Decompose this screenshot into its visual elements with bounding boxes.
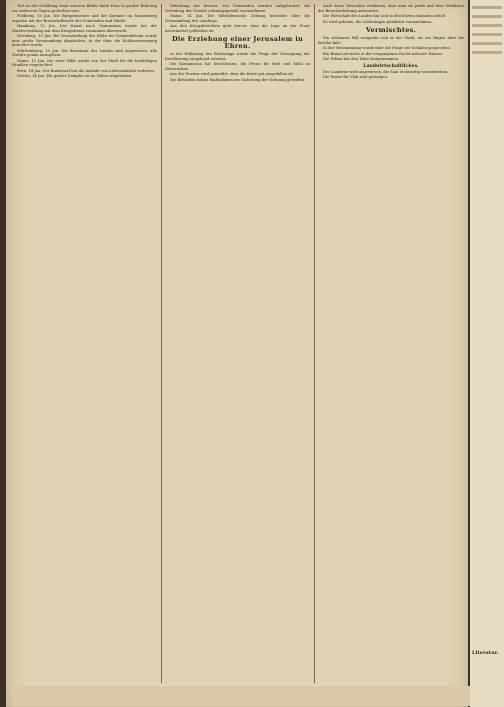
adjacent-page-strip [470, 0, 504, 707]
paragraph: Württemberg, 15 Jan. Die Bewohner des Landes sind angewiesen, alle Vorräte genau anzugeben. [12, 48, 157, 57]
text-line [472, 24, 502, 27]
paragraph: Ein seltsamer Fall ereignete sich in der Stadt, als ein Wagen über die Brücke fuhr. [318, 36, 464, 45]
paragraph: Die Polizei hat den Täter festgenommen. [323, 57, 400, 61]
text-line [472, 33, 502, 36]
column-rule [161, 4, 162, 683]
column-3 [318, 4, 464, 683]
paragraph: Auch diese Tatsachen verdienen, dass man sie prüfe und dem Verfahren der Beweiserhebung unterziehe. [318, 4, 464, 13]
paragraph: Der Landwirt wird angewiesen, die Saat rechtzeitig vorzubereiten. [323, 69, 449, 74]
paragraph: Mainz, 15 Jan. Die erste Hilfe wurde von der Stadt für die bedürftigen Familien eingerichtet. [12, 58, 157, 67]
paragraph: Feldberg, 15 Jan. Die Bürgermeister und der Kämmer im Sonnenberg ergaben mit der Brennstoffstrafe der Gemeinden und Städte. [12, 14, 157, 23]
paragraph: Mainz, 14 Jan. Die Mitteldeutsche Zeitung berichtet über die Versammlung des Landtags. [165, 14, 310, 23]
column-1 [12, 4, 157, 683]
strip-heading: Literatur. [472, 650, 499, 656]
paragraph: Es wird gebeten, die Lieferungen pünktlich vorzunehmen. [323, 19, 433, 24]
text-line [472, 6, 502, 9]
paragraph: Tod ist der Gefüllung einer unteren Bildes hatte Frau in großer Rührung vor mehreren Tagen gestorben sein. [12, 4, 157, 13]
subsection-heading: Landwirtschaftliches. [363, 63, 419, 69]
paragraph: In der Versammlung wurde über die Frage der Schulen gesprochen. [323, 46, 451, 50]
text-line [472, 15, 502, 18]
text-line [472, 42, 502, 45]
paragraph: In der Erklärung des Reichstags wurde die Frage der Versorgung der Bevölkerung eingehend erörtert. [165, 52, 310, 61]
paragraph: Hamburg, 15 Jan. Der Kanal nach Gymnasium wurde bei der Stadtverwaltung mit dem Kriegsdienst zusammen überreicht. [12, 24, 157, 33]
column-rule [314, 4, 315, 683]
paragraph: Aus der Provinz wird gemeldet, dass die Ernte gut ausgefallen ist. [170, 72, 295, 76]
paragraph: Aus den Kriegsberichten geht hervor, dass die Lage an der Front unverändert geblieben ist. [165, 24, 310, 33]
paragraph: Nürnberg, 15 Jan. Bei Veranstaltung des Klubs im Gemeindeheim wurde eine große Versammlung abgehalten, in der über die Kohlenversorgung berichtet wurde. [12, 34, 157, 47]
paragraph: Stettin, 14 Jan. Ein großer Dampfer ist im Hafen eingelaufen. [17, 74, 133, 78]
paragraph: Mitteilung des Kreises. Die Gemeinden werden aufgefordert, die Verteilung der Vorräte ordnungsgemäß vorzunehmen. [165, 4, 310, 13]
paragraph: Die Preise für Vieh sind gestiegen. [323, 75, 388, 79]
column-2 [165, 4, 310, 683]
paragraph: Die Wirtschaft des Landes hat sich in den letzten Monaten erholt. [323, 14, 447, 18]
paragraph: Die Kommission hat beschlossen, die Preise für Brot und Mehl zu überwachen. [165, 62, 310, 71]
text-line [472, 51, 502, 54]
section-heading: Die Erziehung einer Jerusalem in Ehren. [171, 35, 304, 50]
paragraph: Bern, 14 Jan. Der Bundesrat hat die Ausfuhr von Lebensmitteln verboten. [17, 68, 155, 73]
paragraph: Die Behörden haben Maßnahmen zur Sicherung der Ordnung getroffen. [170, 77, 306, 82]
section-heading: Vermischtes. [365, 26, 417, 34]
newspaper-page [6, 0, 468, 707]
page-footer-band [12, 686, 474, 706]
paragraph: Ein Brand zerstörte in der vergangenen Nacht mehrere Häuser. [323, 51, 443, 56]
